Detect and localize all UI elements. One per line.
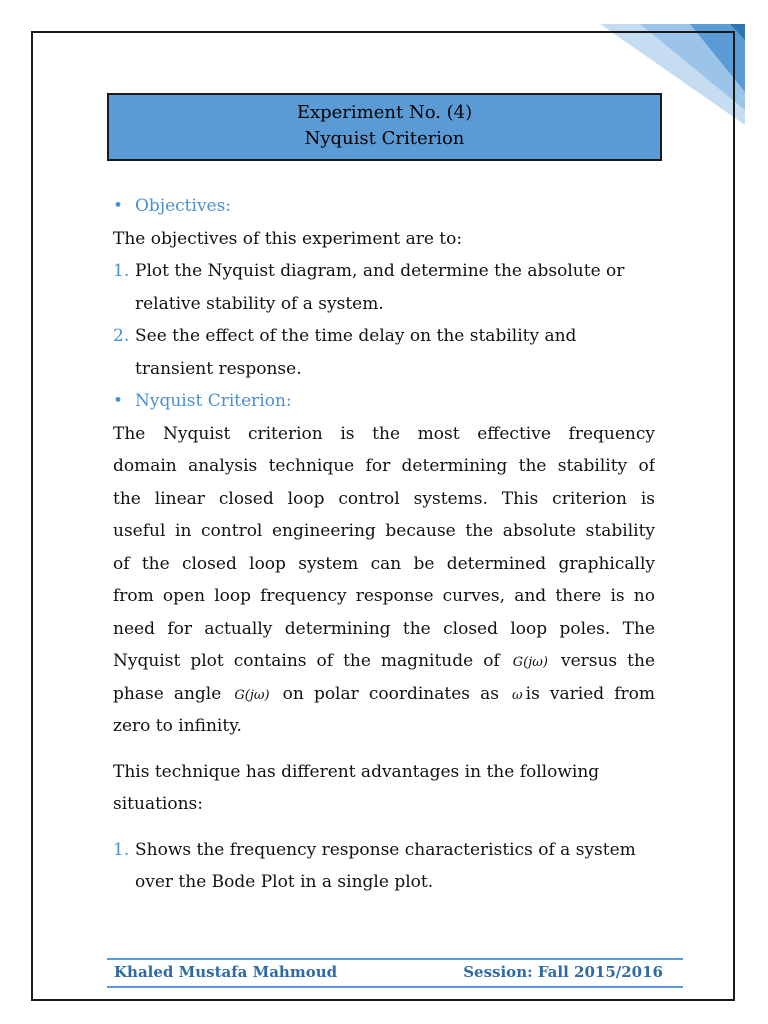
objectives-heading: • Objectives: — [113, 190, 655, 223]
paragraph-line: Nyquist plot contains of the magnitude of G(jω) versus the — [113, 651, 655, 671]
document-body — [113, 190, 655, 899]
paragraph-line: need for actually determining the closed loop poles. The — [113, 618, 655, 639]
footer-session: Session: Fall 2015/2016 — [463, 963, 663, 981]
paragraph-line: of the closed loop system can be determined graphically — [113, 553, 655, 574]
paragraph-line: domain analysis technique for determining the stability of — [113, 456, 655, 476]
list-number: 1. — [113, 261, 130, 281]
advantages-intro-cont: situations: — [113, 794, 203, 814]
math-g-jw: G(jω) — [512, 655, 548, 670]
paragraph-line: phase angle G(jω) on polar coordinates as ω is varied from — [113, 683, 655, 704]
advantage-item-1-cont: over the Bode Plot in a single plot. — [135, 872, 434, 892]
math-g-jw: G(jω) — [234, 687, 270, 703]
experiment-subtitle: Nyquist Criterion — [304, 128, 465, 149]
paragraph-line: The Nyquist criterion is the most effective frequency — [113, 423, 655, 444]
objective-item-2-cont: transient response. — [135, 358, 302, 379]
footer-rule-bottom — [107, 986, 683, 988]
advantages-intro: This technique has different advantages in the following — [113, 761, 600, 782]
paragraph-line: the linear closed loop control systems. This criterion is — [113, 488, 655, 509]
list-number: 2. — [113, 326, 130, 346]
footer-rule-top — [107, 958, 683, 960]
advantage-item-1: 1. Shows the frequency response characteristics of a system — [113, 834, 655, 867]
paragraph-line: from open loop frequency response curves, and there is no — [113, 586, 655, 606]
paragraph-line: useful in control engineering because the absolute stability — [113, 521, 655, 541]
footer-author: Khaled Mustafa Mahmoud — [114, 963, 338, 981]
math-omega: ω — [512, 687, 523, 703]
experiment-title: Experiment No. (4) — [296, 102, 473, 123]
nyquist-heading: • Nyquist Criterion: — [113, 385, 655, 418]
bullet-icon: • — [113, 196, 124, 216]
list-number: 1. — [113, 839, 130, 860]
paragraph-line: zero to infinity. — [113, 716, 242, 736]
objective-item-1-cont: relative stability of a system. — [135, 293, 384, 314]
objectives-intro: The objectives of this experiment are to: — [113, 228, 463, 249]
objective-item-1: 1. Plot the Nyquist diagram, and determine the absolute or — [113, 255, 655, 288]
objective-item-2: 2. See the effect of the time delay on the stability and — [113, 320, 655, 353]
title-box — [107, 93, 662, 161]
bullet-icon: • — [113, 391, 124, 411]
